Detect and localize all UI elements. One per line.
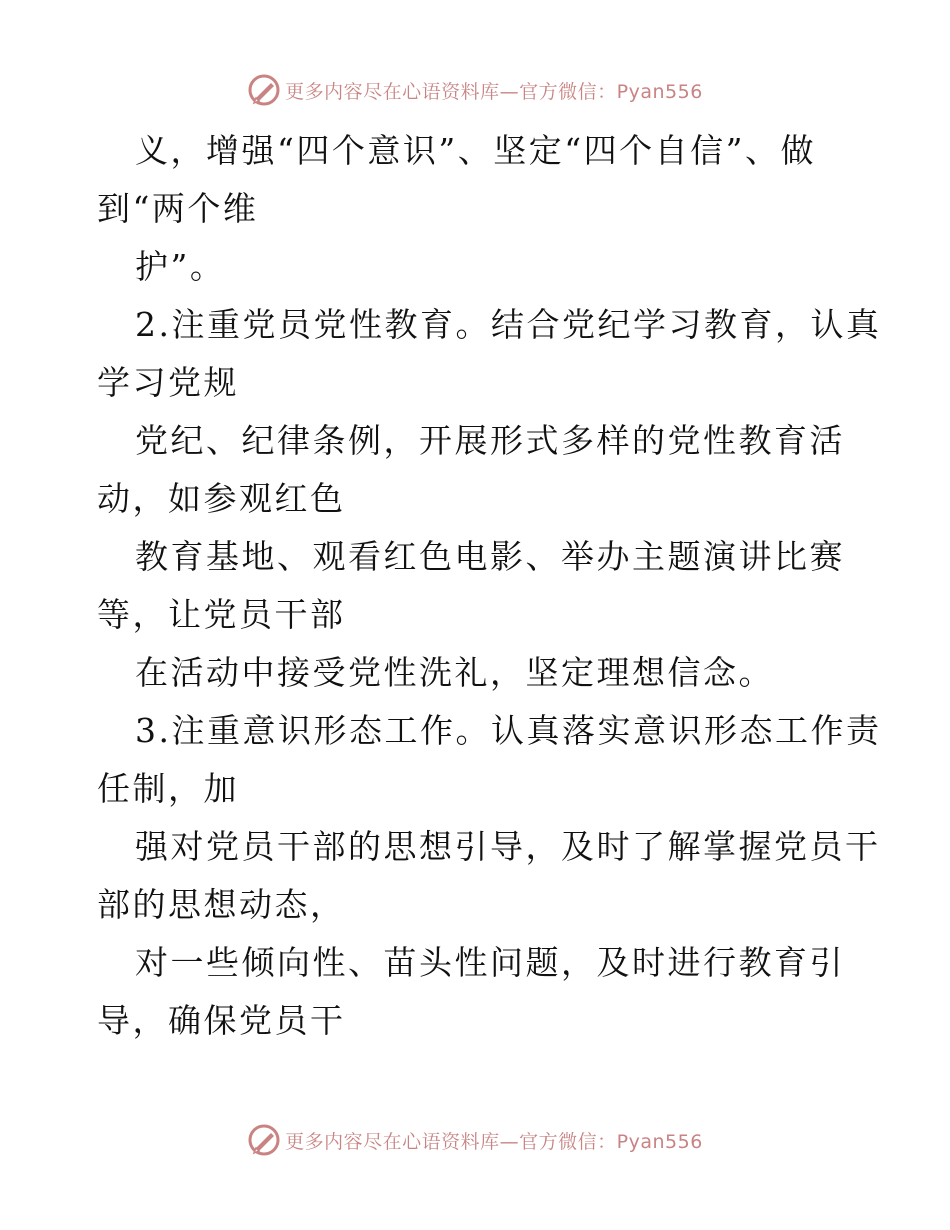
- body-line: 到“两个维: [97, 189, 259, 228]
- body-line: 任制，加: [97, 769, 239, 808]
- body-line: 部的思想动态，: [97, 885, 346, 924]
- body-line: 导，确保党员干: [97, 1001, 346, 1040]
- footer-watermark: [0, 1120, 950, 1160]
- body-line: 党纪、纪律条例，开展形式多样的党性教育活: [135, 421, 845, 460]
- body-line: 2.注重党员党性教育。结合党纪学习教育，认真: [135, 305, 882, 344]
- body-line: 动，如参观红色: [97, 479, 346, 518]
- body-line: 教育基地、观看红色电影、举办主题演讲比赛: [135, 537, 845, 576]
- document-body: [97, 122, 882, 1050]
- body-line: 对一些倾向性、苗头性问题，及时进行教育引: [135, 943, 845, 982]
- body-line: 强对党员干部的思想引导，及时了解掌握党员干: [135, 827, 881, 866]
- header-watermark: [0, 70, 950, 110]
- body-line: 等，让党员干部: [97, 595, 346, 634]
- body-line: 护”。: [135, 247, 226, 286]
- body-line: 3.注重意识形态工作。认真落实意识形态工作责: [135, 711, 882, 750]
- body-line: 学习党规: [97, 363, 239, 402]
- body-line: 义，增强“四个意识”、坚定“四个自信”、做: [135, 131, 816, 170]
- watermark-text: 更多内容尽在心语资料库—官方微信：Pyan556: [285, 80, 703, 103]
- watermark-text: 更多内容尽在心语资料库—官方微信：Pyan556: [285, 1130, 703, 1153]
- body-line: 在活动中接受党性洗礼，坚定理想信念。: [135, 653, 774, 692]
- pen-logo-icon: [247, 73, 281, 107]
- pen-logo-icon: [247, 1123, 281, 1157]
